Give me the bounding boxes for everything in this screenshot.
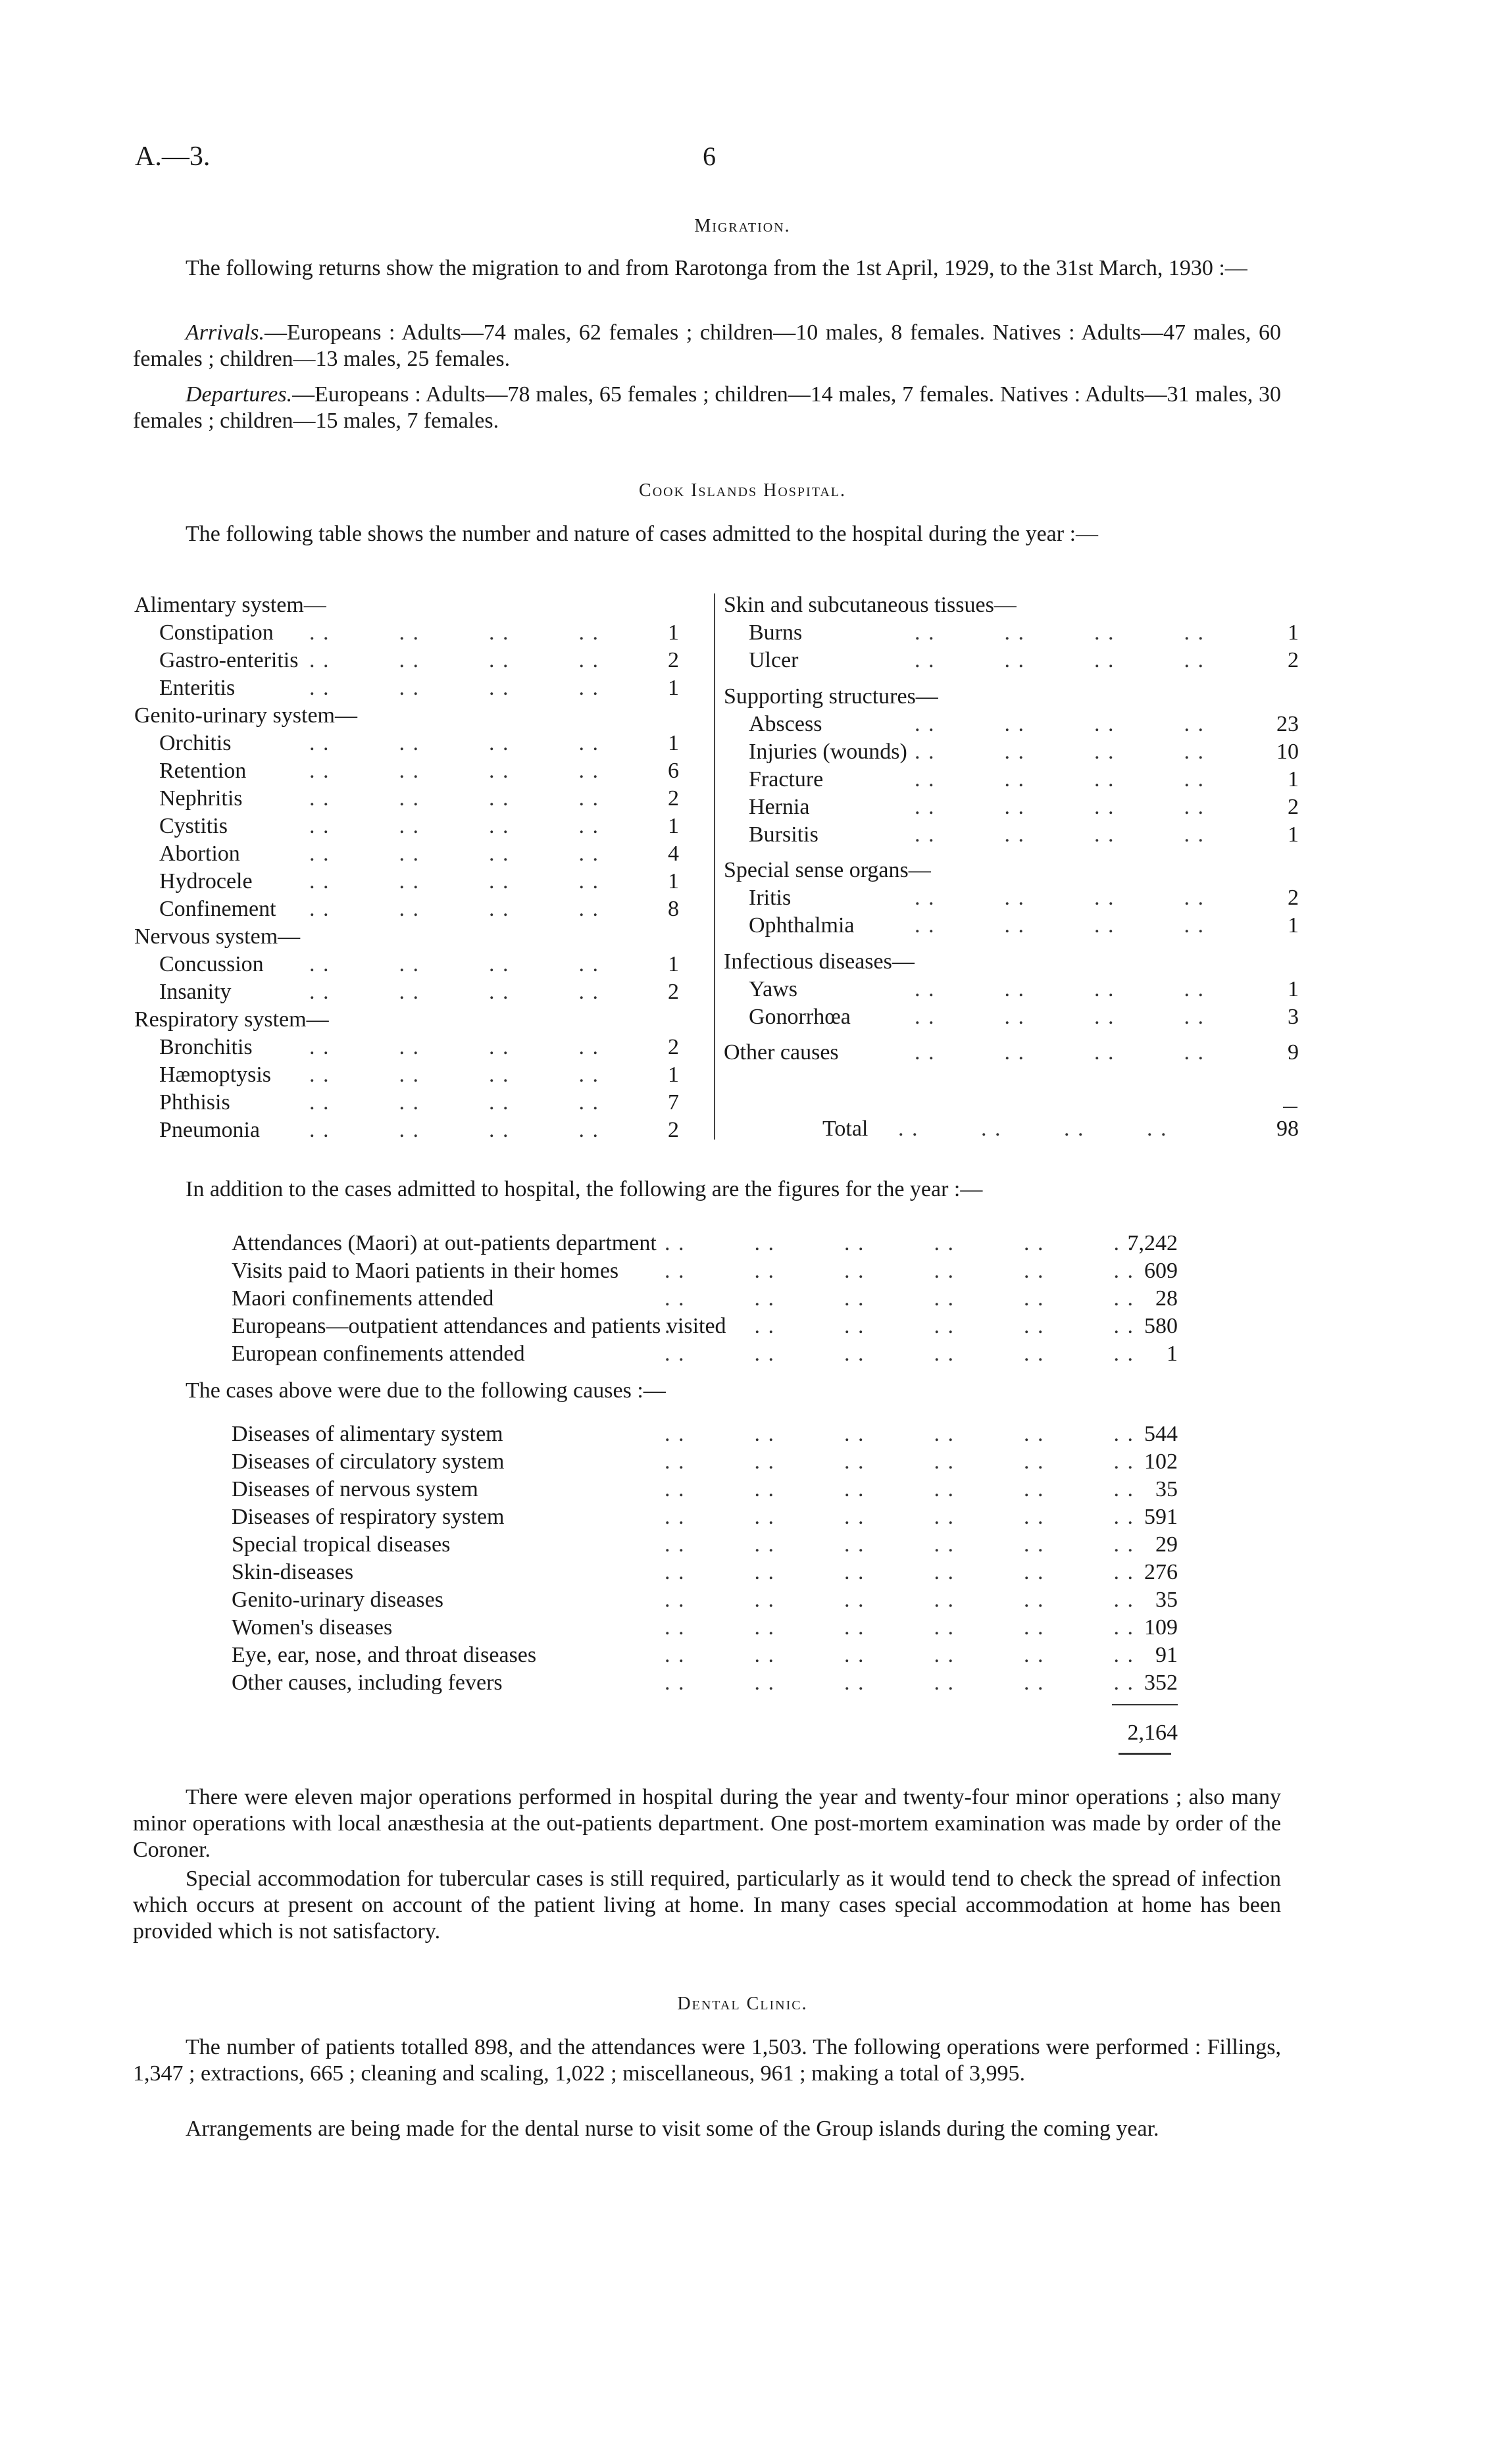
case-label: Fracture	[749, 767, 824, 792]
dot-leader: . . . . . . . . . . . .	[665, 1560, 1134, 1584]
dot-leader: . . . . . . . .	[915, 913, 1205, 938]
figure-value: 352	[1144, 1671, 1178, 1695]
figure-label: Diseases of alimentary system	[232, 1422, 503, 1446]
case-label: Gastro-enteritis	[159, 648, 299, 672]
case-count: 1	[1288, 822, 1299, 847]
figure-value: 609	[1144, 1259, 1178, 1283]
dot-leader: . . . . . . . . . . . .	[665, 1532, 1134, 1557]
case-label: Bursitis	[749, 822, 818, 847]
departures-text: —Europeans : Adults—78 males, 65 females ; children—14 males, 7 females. Natives : Adults—31 males, 30 females ; children—15 males, 7 females.	[133, 382, 1281, 433]
operations-paragraph: There were eleven major operations performed in hospital during the year and twenty-four minor operations ; also many minor operations with local anæsthesia at the out-patients department. One post-mortem examination was made by order of the Coroner.	[133, 1785, 1281, 1862]
hospital-intro: The following table shows the number and nature of cases admitted to the hospital during the year :—	[186, 522, 1099, 546]
case-count: 2	[1288, 795, 1299, 819]
case-count: 8	[668, 897, 679, 921]
dot-leader: . . . . . . . .	[309, 897, 599, 921]
dot-leader: . . . . . . . .	[915, 822, 1205, 847]
case-count: 2	[668, 980, 679, 1004]
dot-leader: . . . . . . . .	[309, 676, 599, 700]
accommodation-paragraph: Special accommodation for tubercular cases is still required, particularly as it would tend to check the spread of infection which occurs at present on account of the patient living at home. In many cases special accommodation at home has been provided which is not satisfactory.	[133, 1867, 1281, 1944]
case-count: 1	[668, 869, 679, 893]
case-count: 10	[1276, 740, 1299, 764]
dot-leader: . . . . . . . .	[915, 767, 1205, 792]
case-label: Other causes	[724, 1040, 839, 1065]
case-label: Bronchitis	[159, 1035, 253, 1059]
case-count: 9	[1288, 1040, 1299, 1065]
causes-total: 2,164	[1127, 1721, 1178, 1745]
figure-label: Diseases of nervous system	[232, 1477, 478, 1501]
figure-value: 102	[1144, 1449, 1178, 1474]
causes-intro: The cases above were due to the following causes :—	[186, 1378, 666, 1403]
case-label: Yaws	[749, 977, 798, 1001]
hospital-heading: Cook Islands Hospital.	[639, 480, 846, 501]
figure-value: 28	[1155, 1286, 1178, 1311]
category-heading: Infectious diseases—	[724, 949, 915, 974]
dot-leader: . . . . . . . .	[915, 1005, 1205, 1029]
case-count: 4	[668, 842, 679, 866]
case-count: 1	[1288, 913, 1299, 938]
case-label: Ulcer	[749, 648, 799, 672]
figure-value: 7,242	[1127, 1231, 1178, 1255]
case-label: Phthisis	[159, 1090, 230, 1115]
case-count: 2	[668, 1118, 679, 1142]
dental-paragraph-1: The number of patients totalled 898, and the attendances were 1,503. The following operations were performed : Fillings, 1,347 ; extractions, 665 ; cleaning and scaling, 1,022 ; miscellaneous, 961 ; making a total of 3,995.	[133, 2035, 1281, 2086]
dot-leader: . . . . . . . .	[309, 731, 599, 755]
case-count: 2	[1288, 886, 1299, 910]
dot-leader: . . . . . . . .	[915, 620, 1205, 645]
category-heading: Special sense organs—	[724, 858, 931, 882]
case-label: Abortion	[159, 842, 240, 866]
case-label: Retention	[159, 759, 247, 783]
dot-leader: . . . . . . . .	[915, 886, 1205, 910]
case-count: 1	[1288, 977, 1299, 1001]
figure-label: Diseases of respiratory system	[232, 1505, 505, 1529]
category-heading: Supporting structures—	[724, 684, 938, 709]
departures-label: Departures.	[186, 382, 293, 407]
case-count: 2	[1288, 648, 1299, 672]
dental-heading: Dental Clinic.	[677, 1994, 808, 2014]
figure-value: 35	[1155, 1588, 1178, 1612]
total-label: Total	[822, 1117, 868, 1141]
dot-leader: . . . . . . . .	[915, 648, 1205, 672]
case-count: 1	[1288, 767, 1299, 792]
case-label: Ophthalmia	[749, 913, 855, 938]
case-count: 2	[668, 786, 679, 811]
dot-leader: . . . . . . . . . . . .	[665, 1643, 1134, 1667]
dot-leader: . . . . . . . .	[309, 814, 599, 838]
case-count: 1	[668, 676, 679, 700]
column-divider	[714, 593, 715, 1140]
figure-label: Special tropical diseases	[232, 1532, 451, 1557]
dot-leader: . . . . . . . .	[309, 786, 599, 811]
dot-leader: . . . . . . . . . . . .	[665, 1615, 1134, 1640]
figure-label: Attendances (Maori) at out-patients department	[232, 1231, 657, 1255]
dot-leader: . . . . . . . .	[309, 980, 599, 1004]
causes-rule-bottom	[1119, 1753, 1171, 1755]
dot-leader: . . . . . . . .	[915, 740, 1205, 764]
dot-leader: . . . . . . . . . . . .	[665, 1588, 1134, 1612]
dot-leader: . . . . . . . . . . . .	[665, 1671, 1134, 1695]
arrivals-label: Arrivals.	[186, 320, 264, 345]
page-reference: A.—3.	[135, 141, 211, 172]
case-count: 3	[1288, 1005, 1299, 1029]
figure-label: Skin-diseases	[232, 1560, 354, 1584]
dot-leader: . . . . . . . .	[915, 1040, 1205, 1065]
category-heading: Nervous system—	[134, 924, 301, 949]
figure-label: Maori confinements attended	[232, 1286, 494, 1311]
case-label: Burns	[749, 620, 803, 645]
case-count: 1	[668, 731, 679, 755]
migration-departures	[133, 382, 1281, 434]
figure-value: 109	[1144, 1615, 1178, 1640]
total-value: 98	[1276, 1117, 1299, 1141]
case-label: Iritis	[749, 886, 792, 910]
migration-arrivals	[133, 320, 1281, 372]
addition-intro: In addition to the cases admitted to hospital, the following are the figures for the year :—	[186, 1177, 983, 1201]
case-label: Enteritis	[159, 676, 236, 700]
dot-leader: . . . . . . . .	[309, 1035, 599, 1059]
case-label: Confinement	[159, 897, 276, 921]
case-count: 1	[668, 814, 679, 838]
case-count: 1	[668, 952, 679, 976]
case-label: Hernia	[749, 795, 810, 819]
dot-leader: . . . . . . . . . . . .	[665, 1314, 1134, 1338]
total-leader: . . . . . . . .	[898, 1117, 1168, 1141]
case-count: 23	[1276, 712, 1299, 736]
figure-value: 91	[1155, 1643, 1178, 1667]
dot-leader: . . . . . . . .	[309, 1118, 599, 1142]
migration-heading: Migration.	[694, 216, 791, 236]
category-heading: Respiratory system—	[134, 1007, 329, 1032]
dot-leader: . . . . . . . .	[915, 712, 1205, 736]
dot-leader: . . . . . . . .	[309, 842, 599, 866]
case-label: Hydrocele	[159, 869, 253, 893]
dot-leader: . . . . . . . .	[309, 1090, 599, 1115]
figure-value: 276	[1144, 1560, 1178, 1584]
case-count: 1	[668, 1063, 679, 1087]
figure-label: Visits paid to Maori patients in their homes	[232, 1259, 619, 1283]
causes-rule-top	[1112, 1704, 1178, 1705]
dot-leader: . . . . . . . . . . . .	[665, 1505, 1134, 1529]
case-label: Abscess	[749, 712, 822, 736]
figure-label: Other causes, including fevers	[232, 1671, 503, 1695]
figure-value: 591	[1144, 1505, 1178, 1529]
case-count: 1	[668, 620, 679, 645]
dot-leader: . . . . . . . .	[915, 977, 1205, 1001]
case-label: Gonorrhœa	[749, 1005, 851, 1029]
category-heading: Skin and subcutaneous tissues—	[724, 593, 1017, 617]
case-label: Insanity	[159, 980, 232, 1004]
figure-label: Eye, ear, nose, and throat diseases	[232, 1643, 537, 1667]
total-rule	[1283, 1107, 1297, 1108]
dot-leader: . . . . . . . .	[309, 759, 599, 783]
dot-leader: . . . . . . . . . . . .	[665, 1342, 1134, 1366]
figure-label: Women's diseases	[232, 1615, 393, 1640]
case-label: Concussion	[159, 952, 264, 976]
dot-leader: . . . . . . . .	[309, 620, 599, 645]
dot-leader: . . . . . . . .	[915, 795, 1205, 819]
case-label: Constipation	[159, 620, 274, 645]
figure-value: 35	[1155, 1477, 1178, 1501]
dot-leader: . . . . . . . . . . . .	[665, 1231, 1134, 1255]
dot-leader: . . . . . . . . . . . .	[665, 1259, 1134, 1283]
case-label: Nephritis	[159, 786, 243, 811]
dot-leader: . . . . . . . .	[309, 1063, 599, 1087]
category-heading: Alimentary system—	[134, 593, 326, 617]
case-count: 6	[668, 759, 679, 783]
dot-leader: . . . . . . . . . . . .	[665, 1422, 1134, 1446]
dot-leader: . . . . . . . . . . . .	[665, 1477, 1134, 1501]
case-count: 2	[668, 1035, 679, 1059]
dot-leader: . . . . . . . .	[309, 869, 599, 893]
case-label: Hæmoptysis	[159, 1063, 272, 1087]
case-label: Orchitis	[159, 731, 232, 755]
case-count: 2	[668, 648, 679, 672]
figure-value: 29	[1155, 1532, 1178, 1557]
figure-label: Europeans—outpatient attendances and patients visited	[232, 1314, 726, 1338]
case-label: Injuries (wounds)	[749, 740, 907, 764]
figure-label: Diseases of circulatory system	[232, 1449, 505, 1474]
dot-leader: . . . . . . . . . . . .	[665, 1286, 1134, 1311]
case-count: 1	[1288, 620, 1299, 645]
dot-leader: . . . . . . . .	[309, 952, 599, 976]
page-number: 6	[703, 141, 716, 171]
arrivals-text: —Europeans : Adults—74 males, 62 females ; children—10 males, 8 females. Natives : Adults—47 males, 60 females ; children—13 males, 25 females.	[133, 320, 1281, 371]
figure-value: 1	[1167, 1342, 1178, 1366]
dot-leader: . . . . . . . . . . . .	[665, 1449, 1134, 1474]
figure-value: 580	[1144, 1314, 1178, 1338]
case-count: 7	[668, 1090, 679, 1115]
figure-value: 544	[1144, 1422, 1178, 1446]
figure-label: Genito-urinary diseases	[232, 1588, 443, 1612]
dot-leader: . . . . . . . .	[309, 648, 599, 672]
figure-label: European confinements attended	[232, 1342, 525, 1366]
category-heading: Genito-urinary system—	[134, 703, 357, 728]
case-label: Cystitis	[159, 814, 228, 838]
migration-intro: The following returns show the migration to and from Rarotonga from the 1st April, 1929, to the 31st March, 1930 :—	[186, 256, 1247, 280]
dental-paragraph-2: Arrangements are being made for the dental nurse to visit some of the Group islands during the coming year.	[186, 2117, 1159, 2141]
case-label: Pneumonia	[159, 1118, 260, 1142]
